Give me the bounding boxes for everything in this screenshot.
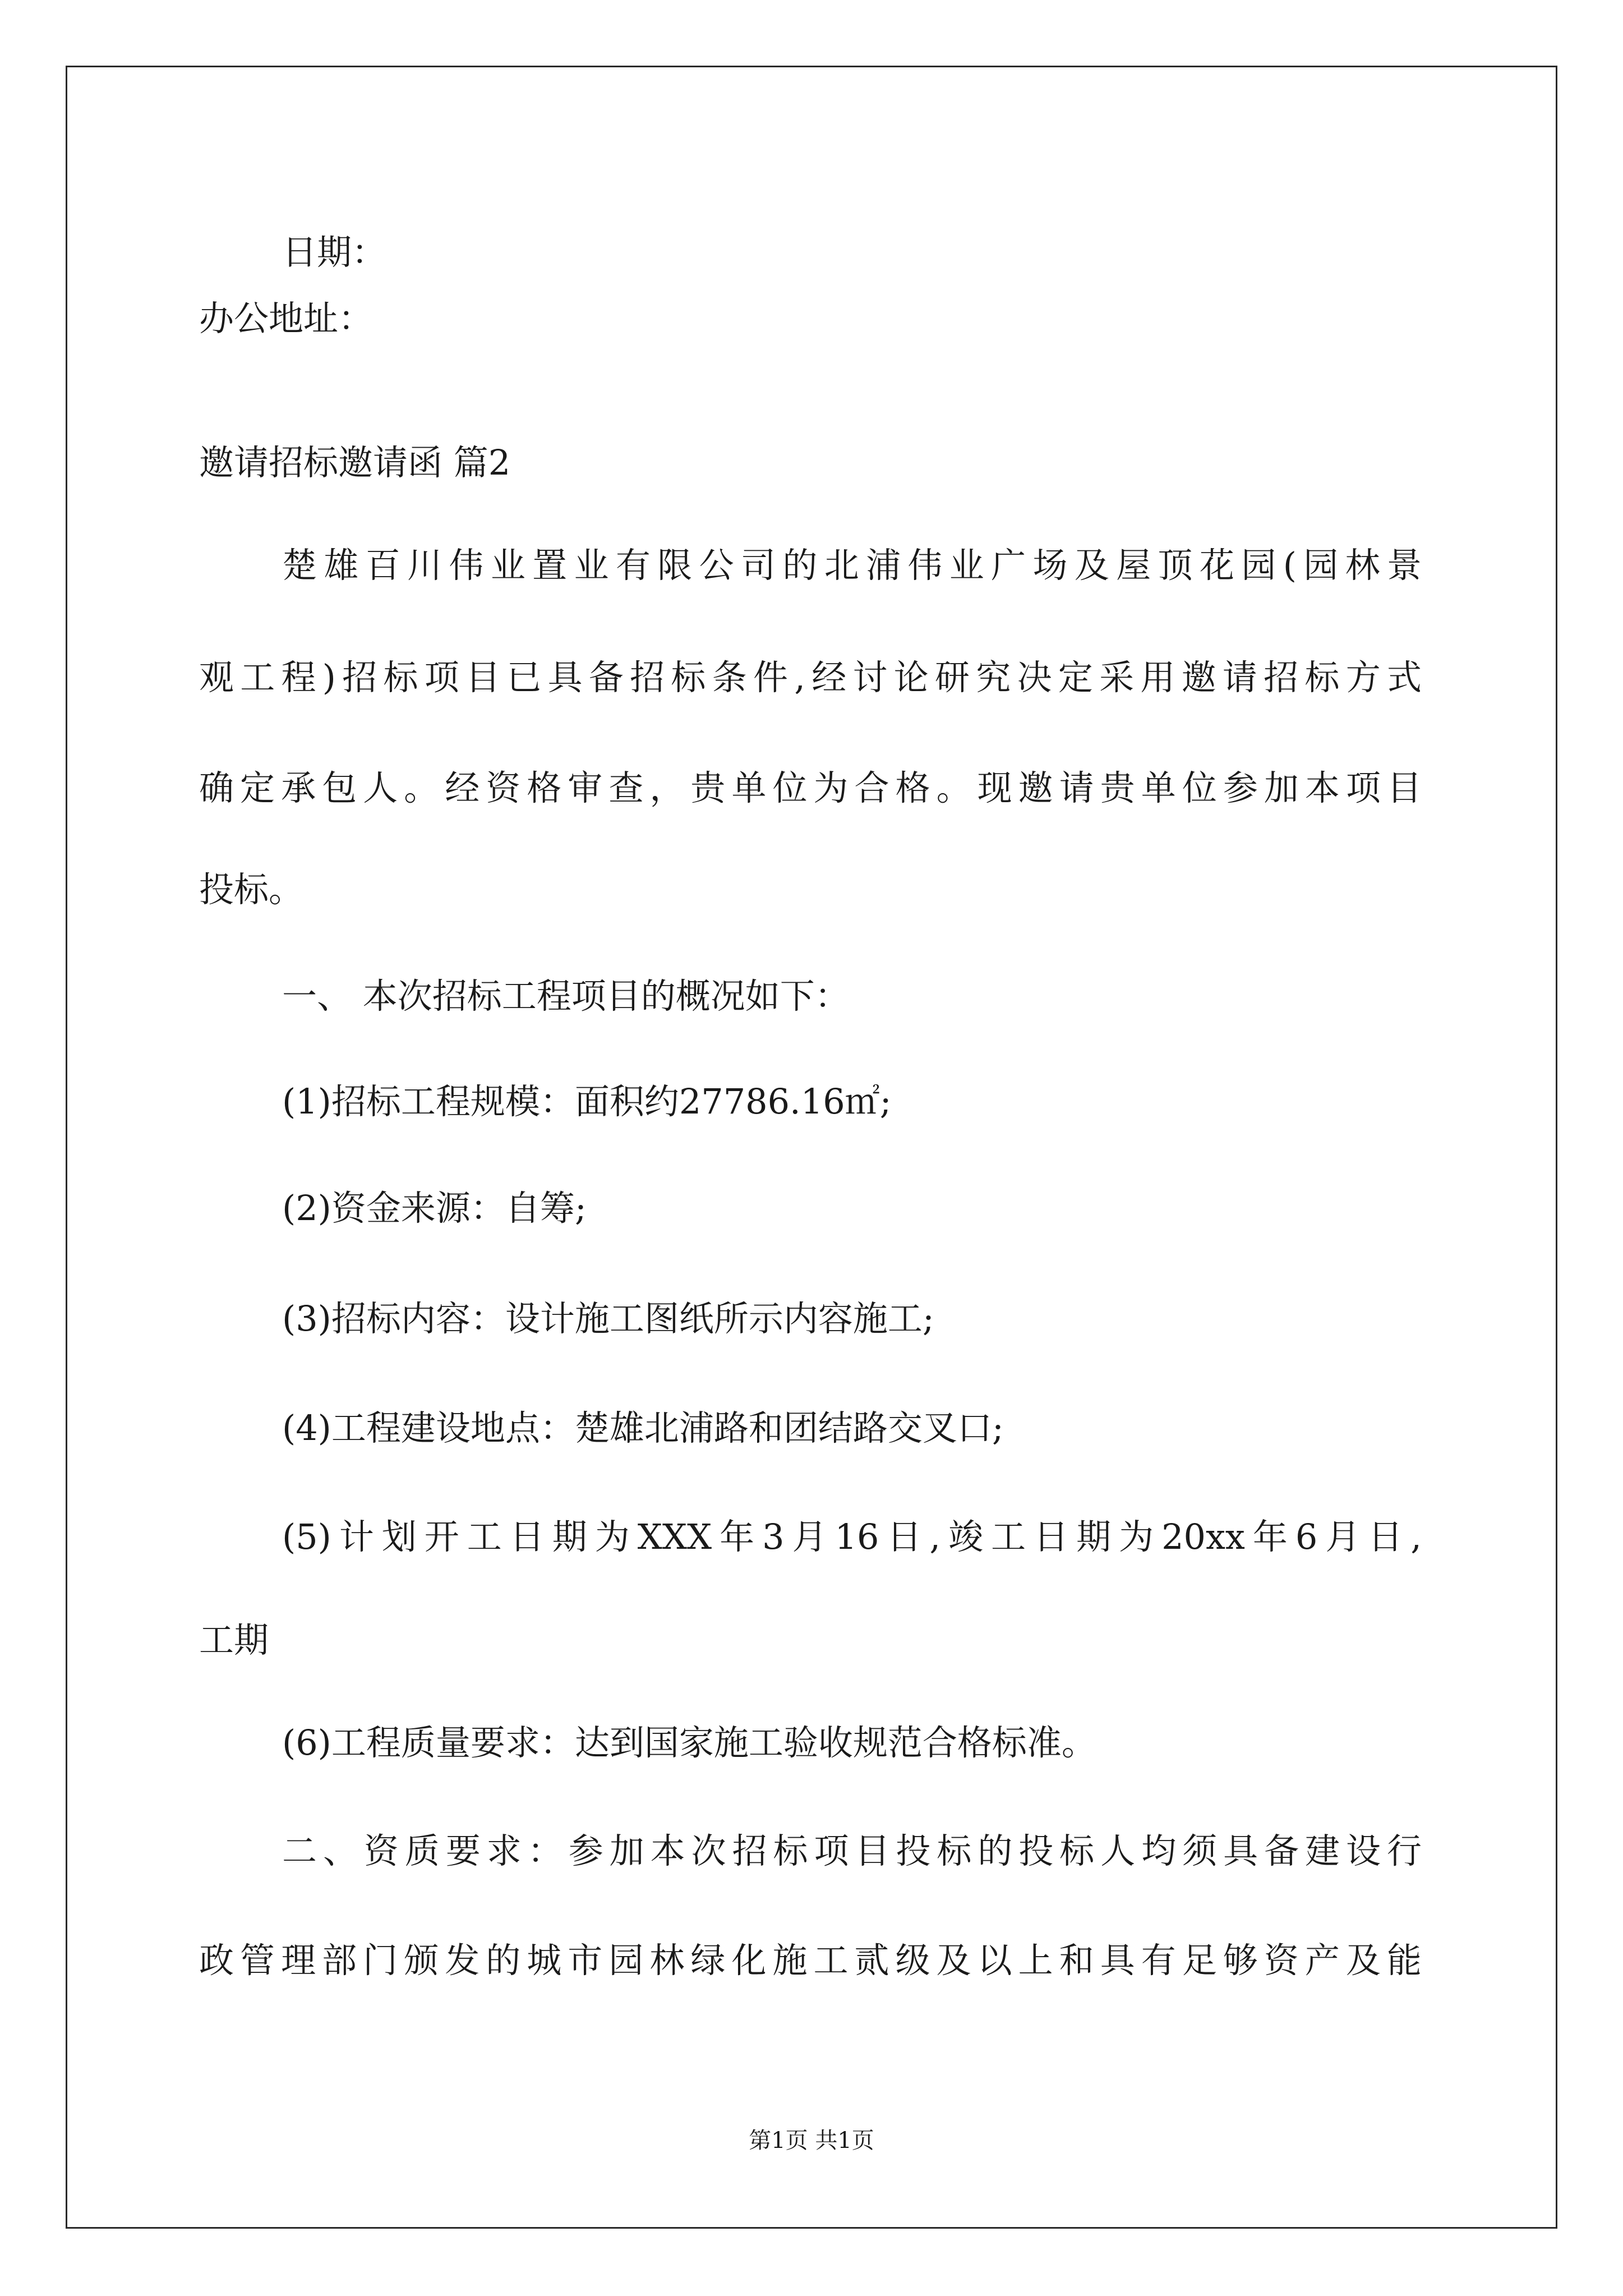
date-label: 日期：: [282, 232, 387, 273]
paragraph-line: 投标。: [199, 869, 304, 910]
list-item: (5)计划开工日期为XXX年3月16日,竣工日期为20xx年6月日,: [282, 1516, 1422, 1557]
list-item: (4)工程建设地点：楚雄北浦路和团结路交叉口;: [282, 1407, 1004, 1448]
paragraph-line: 观工程)招标项目已具备招标条件,经讨论研究决定采用邀请招标方式: [199, 657, 1422, 698]
list-item: (2)资金来源：自筹;: [282, 1188, 587, 1228]
paragraph-line: 楚雄百川伟业置业有限公司的北浦伟业广场及屋顶花园(园林景: [282, 545, 1422, 586]
page-number: 第1页 共1页: [749, 2128, 874, 2154]
list-item: (1)招标工程规模：面积约27786.16㎡;: [282, 1081, 892, 1122]
paragraph-line: 确定承包人。经资格审查，贵单位为合格。现邀请贵单位参加本项目: [199, 767, 1422, 808]
list-item-continuation: 工期: [199, 1619, 269, 1660]
list-heading: 一、 本次招标工程项目的概况如下：: [282, 976, 850, 1016]
paragraph-line: 政管理部门颁发的城市园林绿化施工贰级及以上和具有足够资产及能: [199, 1940, 1422, 1981]
section-heading: 邀请招标邀请函 篇2: [199, 442, 511, 483]
list-item: (3)招标内容：设计施工图纸所示内容施工;: [282, 1298, 934, 1339]
page-border: [66, 66, 1557, 2229]
paragraph-line: 二、资质要求：参加本次招标项目投标的投标人均须具备建设行: [282, 1830, 1422, 1871]
list-item: (6)工程质量要求：达到国家施工验收规范合格标准。: [282, 1722, 1096, 1763]
office-address-label: 办公地址：: [199, 298, 374, 339]
